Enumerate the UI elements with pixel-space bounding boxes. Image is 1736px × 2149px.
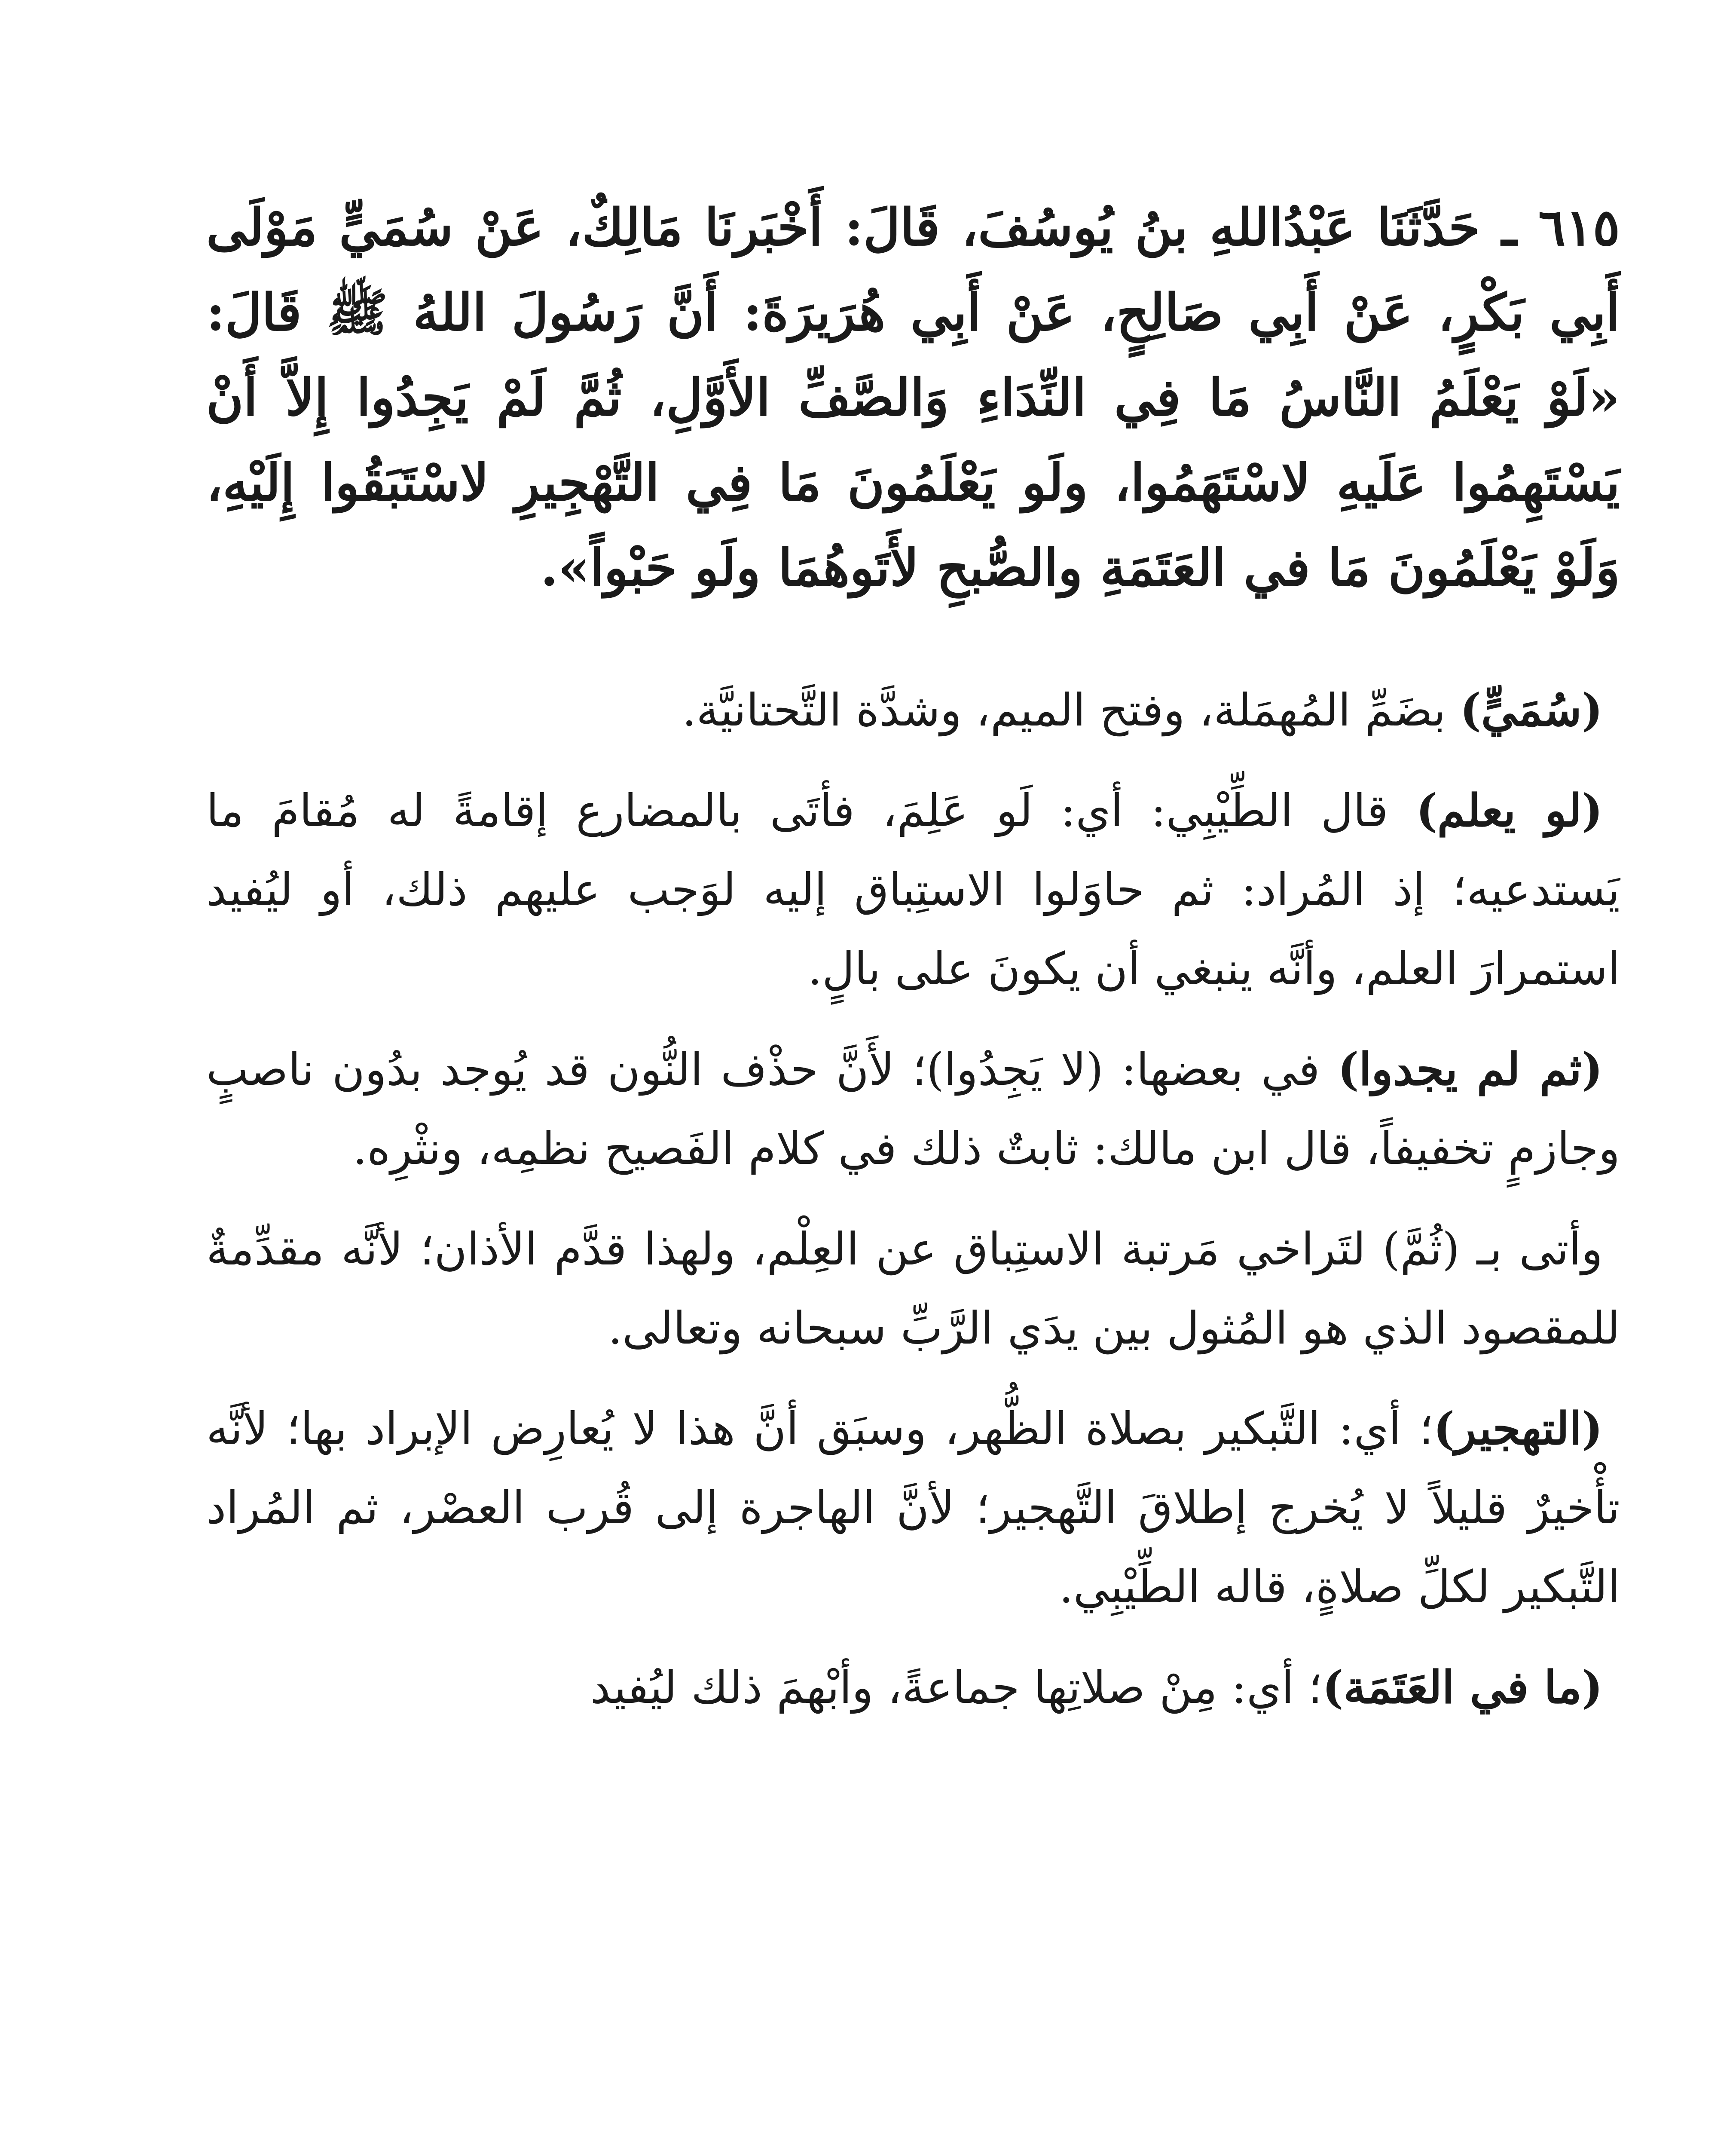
commentary-body: بضَمِّ المُهمَلة، وفتح الميم، وشدَّة التَّحتانيَّة.: [682, 684, 1460, 736]
commentary-lead: (ثم لم يجدوا): [1338, 1043, 1603, 1096]
commentary-paragraph: [206, 1389, 1620, 1626]
commentary-body: قال الطِّيْبِي: أي: لَو عَلِمَ، فأتَى بالمضارع إقامةً له مُقامَ ما يَستدعيه؛ إذ المُراد: ثم حاوَلوا الاستِباق إليه لوَجب عليهم ذلك، أو ليُفيد استمرارَ العلم، وأنَّه ينبغي أن يكونَ على بالٍ.: [206, 784, 1620, 995]
commentary: [206, 670, 1620, 1727]
commentary-body: ؛ أي: التَّبكير بصلاة الظُّهر، وسبَق أنَّ هذا لا يُعارِض الإبراد بها؛ لأنَّه تأْخيرٌ قليلاً لا يُخرج إطلاقَ التَّهجير؛ لأنَّ الهاجرة إلى قُرب العصْر، ثم المُراد التَّبكير لكلِّ صلاةٍ، قاله الطِّيْبِي.: [206, 1402, 1620, 1613]
commentary-paragraph: [206, 771, 1620, 1008]
hadith-text: ٦١٥ ـ حَدَّثَنَا عَبْدُاللهِ بنُ يُوسُفَ، قَالَ: أَخْبَرنَا مَالِكٌ، عَنْ سُمَيٍّ مَوْلَى أَبِي بَكْرٍ، عَنْ أَبِي صَالِحٍ، عَنْ أَبِي هُرَيرَةَ: أَنَّ رَسُولَ اللهُ ﷺ قَالَ: «لَوْ يَعْلَمُ النَّاسُ مَا فِي النِّدَاءِ وَالصَّفِّ الأَوَّلِ، ثُمَّ لَمْ يَجِدُوا إِلاَّ أَنْ يَسْتَهِمُوا عَلَيهِ لاسْتَهَمُوا، ولَو يَعْلَمُونَ مَا فِي التَّهْجِيرِ لاسْتَبَقُوا إِلَيْهِ، وَلَوْ يَعْلَمُونَ مَا في العَتَمَةِ والصُّبحِ لأَتَوهُمَا ولَو حَبْواً».: [206, 197, 1620, 597]
commentary-body: في بعضها: (لا يَجِدُوا)؛ لأَنَّ حذْف النُّون قد يُوجد بدُون ناصبٍ وجازمٍ تخفيفاً، قال ابن مالك: ثابتٌ ذلك في كلام الفَصيح نظمِه، ونثْرِه.: [206, 1043, 1620, 1175]
commentary-paragraph: [206, 1209, 1620, 1368]
commentary-lead: (لو يعلم): [1416, 784, 1603, 837]
commentary-paragraph: [206, 1030, 1620, 1188]
commentary-paragraph: [206, 670, 1620, 750]
commentary-lead: (التهجير): [1433, 1402, 1603, 1455]
commentary-lead: (ما في العَتَمَة): [1322, 1661, 1603, 1714]
page-content: [206, 185, 1620, 1748]
commentary-body: وأتى بـ (ثُمَّ) لتَراخي مَرتبة الاستِباق عن العِلْم، ولهذا قدَّم الأذان؛ لأنَّه مقدِّمةٌ للمقصود الذي هو المُثول بين يدَي الرَّبِّ سبحانه وتعالى.: [206, 1223, 1620, 1354]
commentary-paragraph: [206, 1648, 1620, 1727]
commentary-body: ؛ أي: مِنْ صلاتِها جماعةً، وأبْهمَ ذلك ليُفيد: [590, 1661, 1323, 1714]
commentary-lead: (سُمَيٍّ): [1460, 683, 1603, 736]
